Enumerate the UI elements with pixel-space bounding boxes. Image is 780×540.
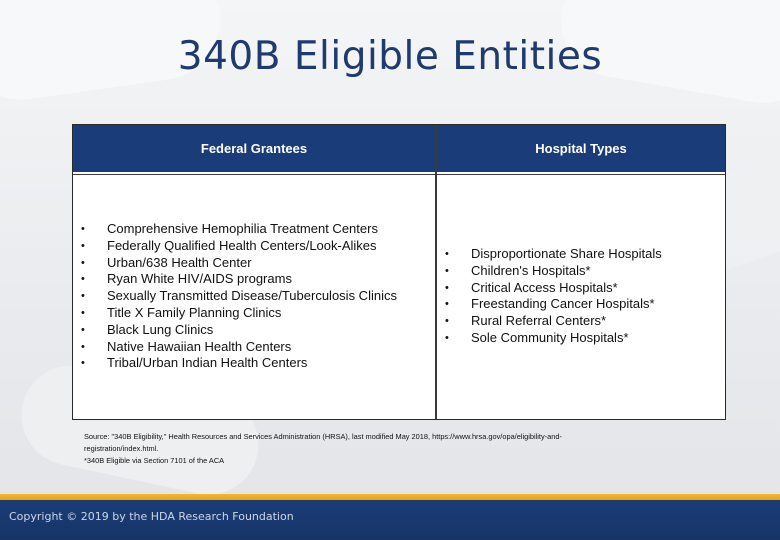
copyright-text: Copyright © 2019 by the HDA Research Foundation	[9, 510, 294, 523]
list-item: • Ryan White HIV/AIDS programs	[73, 271, 397, 288]
list-item: • Children's Hospitals*	[437, 263, 662, 280]
source-citation-cont: registration/index.html.	[84, 444, 159, 453]
hospital-types-list	[437, 246, 662, 347]
list-item: • Native Hawaiian Health Centers	[73, 339, 397, 356]
list-item: • Federally Qualified Health Centers/Look-Alikes	[73, 238, 397, 255]
list-item: • Comprehensive Hemophilia Treatment Centers	[73, 221, 397, 238]
header-federal-grantees: Federal Grantees	[73, 125, 435, 172]
list-item: • Rural Referral Centers*	[437, 313, 662, 330]
entities-table	[72, 124, 726, 420]
source-note	[84, 431, 684, 467]
list-item: • Critical Access Hospitals*	[437, 280, 662, 297]
slide-title: 340B Eligible Entities	[177, 34, 603, 79]
list-item: • Black Lung Clinics	[73, 322, 397, 339]
list-item: • Sole Community Hospitals*	[437, 330, 662, 347]
federal-grantees-list	[73, 221, 397, 372]
list-item: • Sexually Transmitted Disease/Tuberculosis Clinics	[73, 288, 397, 305]
aca-footnote: *340B Eligible via Section 7101 of the ACA	[84, 456, 225, 465]
list-item: • Urban/638 Health Center	[73, 255, 397, 272]
header-hospital-types: Hospital Types	[437, 125, 725, 172]
list-item: • Title X Family Planning Clinics	[73, 305, 397, 322]
row-divider	[73, 174, 725, 175]
list-item: • Freestanding Cancer Hospitals*	[437, 296, 662, 313]
source-citation: Source: "340B Eligibility," Health Resources and Services Administration (HRSA), last modified May 2018, https://www.hrsa.gov/opa/eligibility-and-	[84, 432, 562, 441]
list-item: • Tribal/Urban Indian Health Centers	[73, 355, 397, 372]
list-item: • Disproportionate Share Hospitals	[437, 246, 662, 263]
